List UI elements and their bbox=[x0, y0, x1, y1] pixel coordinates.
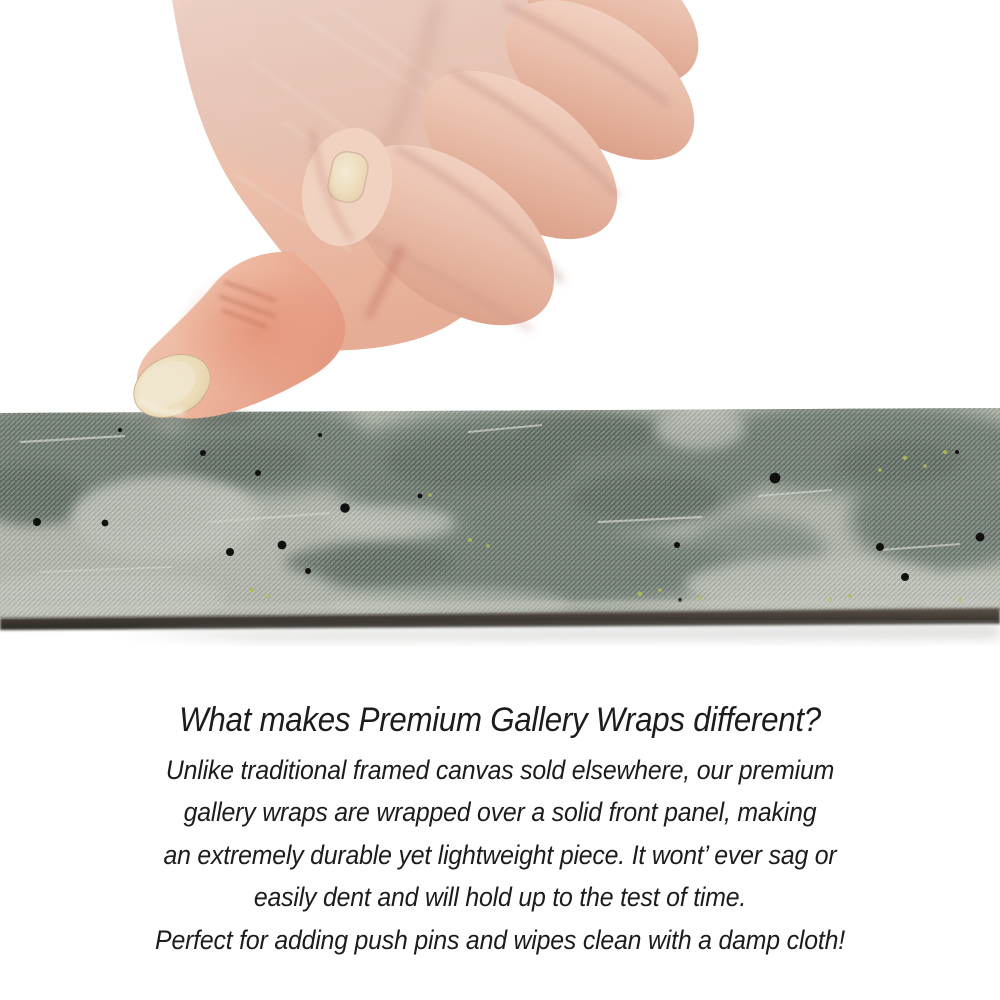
caption bbox=[40, 699, 960, 961]
canvas-strip-photo bbox=[0, 400, 1000, 650]
caption-line-4: easily dent and will hold up to the test of time. bbox=[253, 882, 747, 912]
caption-line-3: an extremely durable yet lightweight piece. It wont’ ever sag or bbox=[163, 839, 837, 870]
caption-line-5: Perfect for adding push pins and wipes clean with a damp cloth! bbox=[155, 924, 845, 955]
thumb bbox=[123, 252, 345, 430]
hand-image bbox=[0, 0, 1000, 430]
canvas-fabric bbox=[0, 400, 1000, 624]
caption-heading: What makes Premium Gallery Wraps different? bbox=[179, 701, 821, 739]
caption-line-1: Unlike traditional framed canvas sold elsewhere, our premium bbox=[165, 754, 835, 785]
caption-line-2: gallery wraps are wrapped over a solid front panel, making bbox=[183, 797, 817, 827]
